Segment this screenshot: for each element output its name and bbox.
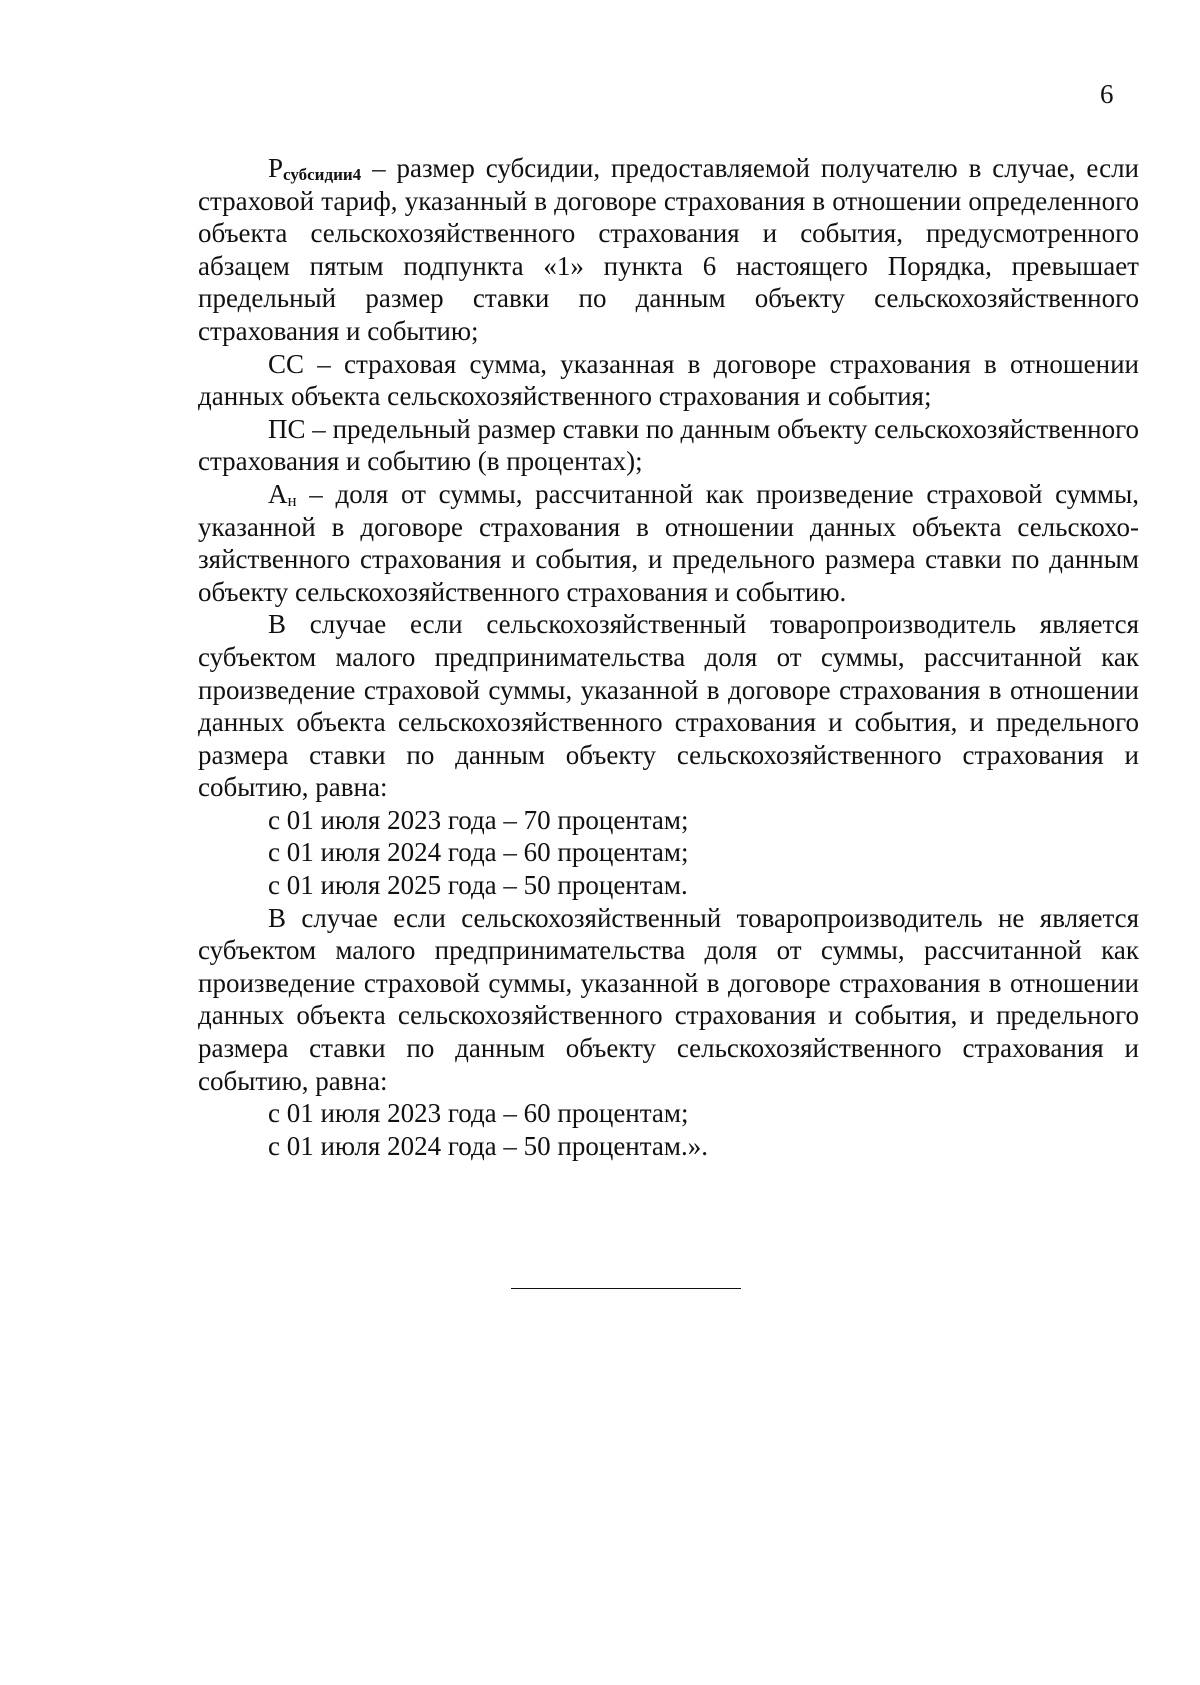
not-small-business-item: с 01 июля 2024 года – 50 процентам.». [268, 1130, 708, 1161]
definition-subscript: субсидии4 [283, 165, 362, 184]
definition-ps [198, 413, 1139, 478]
definition-text: – доля от суммы, рассчитанной как произведение страховой суммы, указанной в договоре страхования в отношении данных объекта сельскохозяйственного страхования и события, и предельного размера ставки по данным объекту сельскохозяйственного страхования и событию. [198, 478, 1139, 607]
not-small-business-paragraph: В случае если сельскохозяйственный товаропроизводитель не является субъектом малого предпринимательства доля от суммы, рассчитанной как произведение страховой суммы, указанной в договоре страхования в отношении данных объекта сельскохозяйственного страхования и события, и предельного размера ставки по данным объекту сельскохозяйственного страхования и событию, равна: [198, 902, 1139, 1096]
not-small-business-item: с 01 июля 2023 года – 60 процентам; [268, 1098, 689, 1129]
end-divider-line [511, 1288, 741, 1289]
definition-ss [198, 348, 1139, 413]
document-body [198, 152, 1139, 1162]
definition-text: – размер субсидии, предоставляемой получателю в случае, если страховой тариф, указанный в договоре страхования в отношении определенного объекта сельскохозяйственного страхования и события, предусмотренного абзацем пятым подпункта «1» пункта 6 настоящего Порядка, превышает предельный размер ставки по данным объекту сельскохозяйственного страхования и событию; [198, 153, 1139, 346]
small-business-item: с 01 июля 2024 года – 60 процентам; [268, 837, 689, 868]
definition-subscript: н [287, 490, 297, 510]
small-business-item: с 01 июля 2025 года – 50 процентам. [268, 870, 688, 901]
page-number: 6 [1100, 79, 1114, 109]
definition-p-subsidy [198, 152, 1139, 348]
definition-an [198, 478, 1139, 608]
definition-text: – предельный размер ставки по данным объекту сельскохозяйственного страхования и событию (в процентах); [198, 413, 1139, 477]
definition-symbol: СС [268, 348, 305, 379]
definition-text: – страховая сумма, указанная в договоре страхования в отношении данных объекта сельскохозяйственного страхования и события; [198, 348, 1139, 412]
definition-symbol: ПС [268, 413, 306, 444]
definition-symbol: А [268, 478, 288, 509]
small-business-paragraph: В случае если сельскохозяйственный товаропроизводитель является субъектом малого предпринимательства доля от суммы, рассчитанной как произведение страховой суммы, указанной в договоре страхования в отношении данных объекта сельскохозяйственного страхования и события, и предельного размера ставки по данным объекту сельскохозяйственного страхования и событию, равна: [198, 609, 1139, 803]
small-business-item: с 01 июля 2023 года – 70 процентам; [268, 804, 689, 835]
definition-symbol: P [268, 153, 284, 183]
